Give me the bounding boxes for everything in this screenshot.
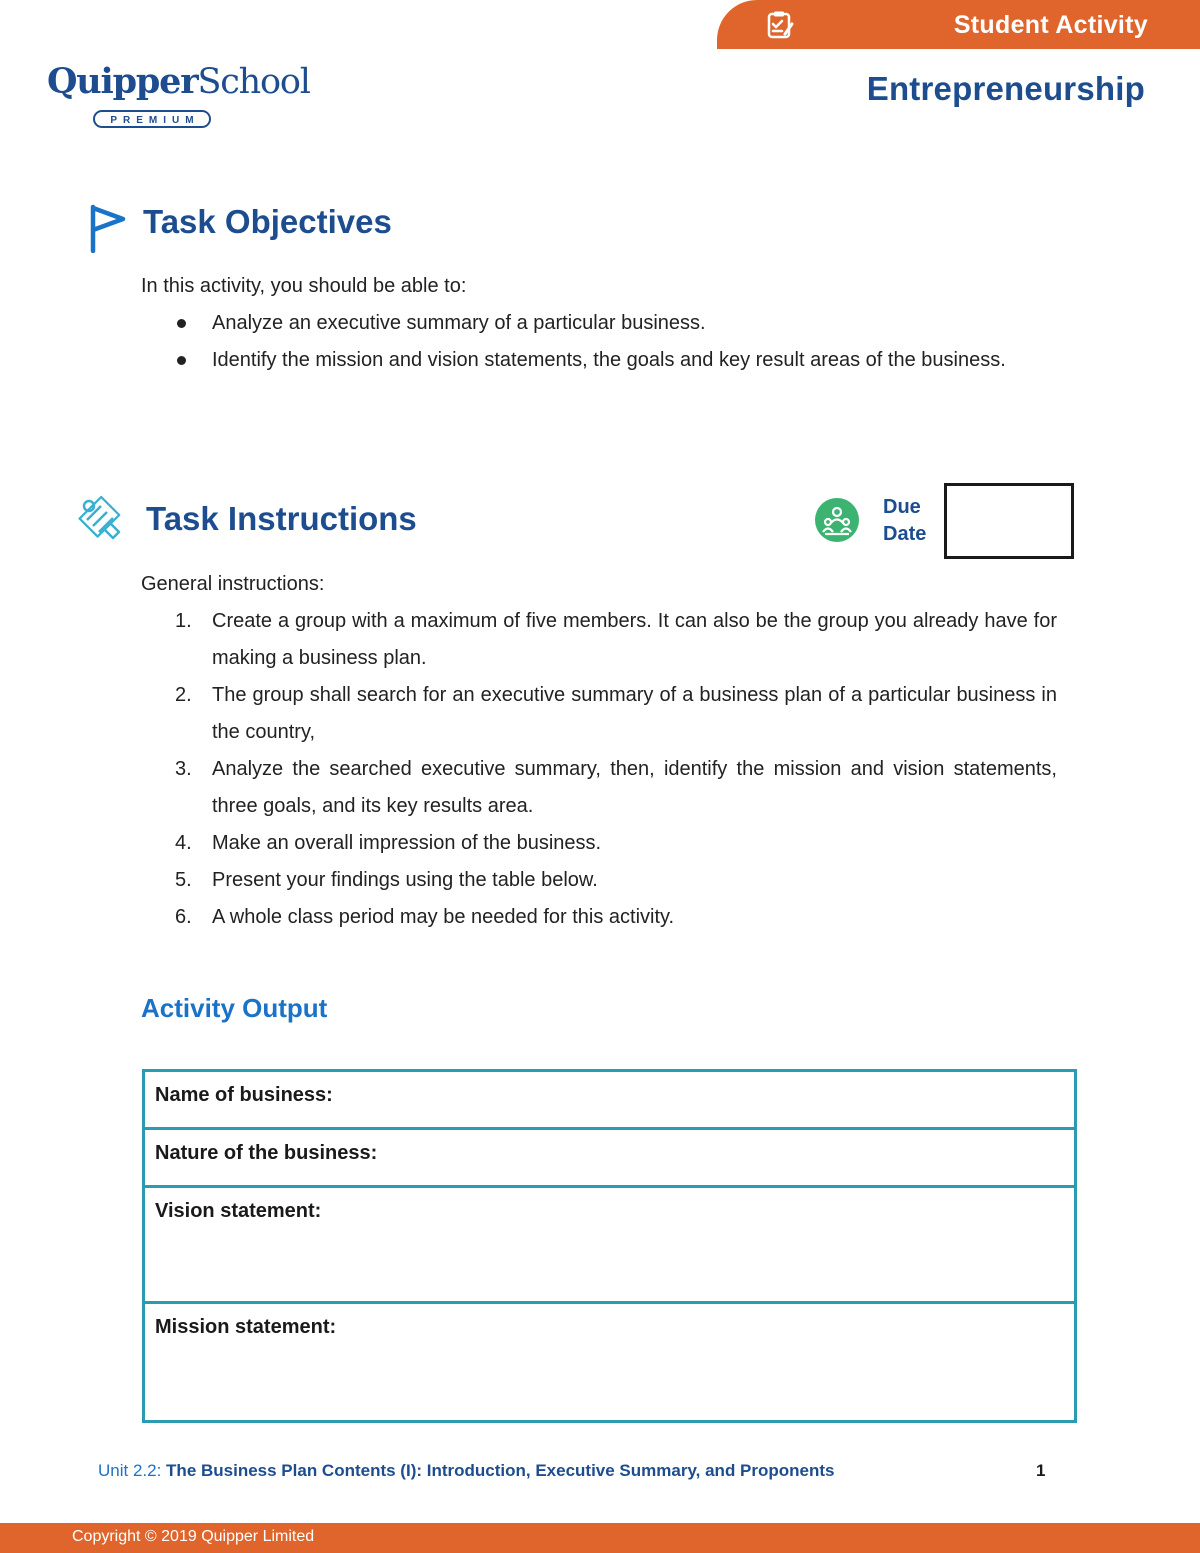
list-item: 5. Present your findings using the table below. — [175, 869, 598, 891]
general-instructions-label: General instructions: — [141, 573, 325, 595]
list-item: 3. Analyze the searched executive summary, then, identify the mission and vision statements, three goals, and its key results area. — [175, 758, 1057, 817]
task-instructions-title: Task Instructions — [146, 500, 417, 537]
objectives-list — [141, 305, 1051, 379]
copyright-text: Copyright © 2019 Quipper Limited — [72, 1528, 315, 1545]
objectives-intro: In this activity, you should be able to: — [141, 275, 467, 297]
instructions-list — [141, 603, 1057, 936]
list-item: 1. Create a group with a maximum of five members. It can also be the group you already have for making a business plan. — [175, 610, 1057, 669]
tools-icon — [75, 492, 127, 544]
table-row[interactable]: Nature of the business: — [145, 1130, 1074, 1188]
quipper-school-logo — [47, 61, 310, 137]
page-number: 1 — [1036, 1461, 1046, 1480]
subject-title: Entrepreneurship — [866, 70, 1145, 107]
due-date-box[interactable] — [944, 483, 1074, 559]
activity-output-title: Activity Output — [141, 993, 328, 1023]
checklist-clipboard-icon — [765, 10, 795, 40]
bullet — [177, 356, 186, 365]
task-objectives-title: Task Objectives — [143, 203, 392, 240]
logo-brand-light: School — [197, 62, 310, 102]
list-item: Identify the mission and vision statements, the goals and key result areas of the business. — [141, 342, 1051, 379]
logo-brand-bold: Quipper — [47, 61, 198, 102]
tab-label: Student Activity — [953, 11, 1148, 39]
group-people-icon — [815, 498, 859, 542]
list-item: Analyze an executive summary of a particular business. — [141, 305, 1051, 342]
table-row[interactable]: Mission statement: — [155, 1316, 337, 1338]
table-row[interactable]: Name of business: — [145, 1072, 1074, 1130]
logo-premium-badge: PREMIUM — [93, 110, 211, 128]
list-item: 6. A whole class period may be needed for this activity. — [175, 906, 675, 928]
unit-reference: Unit 2.2: The Business Plan Contents (I): Introduction, Executive Summary, and Proponents — [98, 1461, 835, 1480]
table-row[interactable]: Vision statement: — [145, 1188, 1074, 1304]
due-date-label: Due Date — [883, 496, 927, 545]
footer-bar — [0, 1523, 1200, 1553]
flag-icon — [88, 203, 128, 253]
student-activity-tab — [717, 0, 1200, 49]
activity-output-table — [142, 1069, 1077, 1423]
list-item: 4. Make an overall impression of the business. — [175, 832, 602, 854]
bullet — [177, 319, 186, 328]
list-item: 2. The group shall search for an executive summary of a business plan of a particular business in the country, — [175, 684, 1057, 743]
